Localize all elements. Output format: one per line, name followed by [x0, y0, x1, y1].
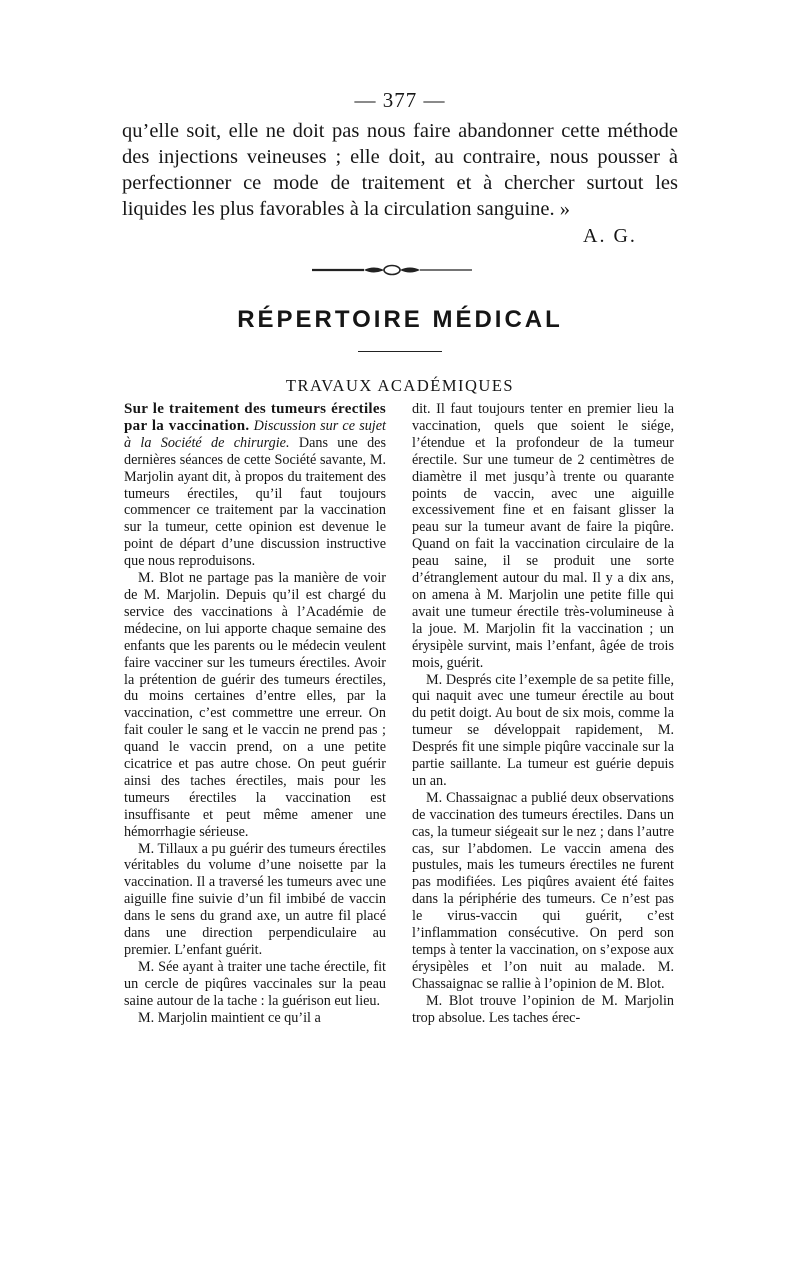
paragraph: Dans une des dernières séances de cette Société savante, M. Marjolin ayant dit, à propos du traitement des tumeurs érectiles, qu’il faut toujours commencer ce traitement par la vaccination sur la tumeur, cette opinion est devenue le point de départ d’une discussion instructive que nous reproduisons. — [124, 434, 387, 570]
paragraph: M. Blot ne partage pas la manière de voir de M. Marjolin. Depuis qu’il est chargé du service des vaccinations à l’Académie de médecine, on lui apporte chaque semaine des enfants que les parents ou le médecin veulent faire vacciner sur les tumeurs érectiles. Avoir la prétention de guérir des tumeurs érectiles, du moins certaines d’entre elles, par la vaccination, c’est commettre une erreur. On fait couler le sang et le vaccin ne prend pas ; quand le vaccin prend, on a une petite cicatrice et pas autre chose. On peut guérir ainsi des taches érectiles, mais pour les tumeurs érectiles la vaccination est insuffisante et peut même amener une hémorrhagie sérieuse. — [124, 570, 386, 840]
article-first-paragraph — [124, 401, 386, 570]
paragraph: M. Després cite l’exemple de sa petite fille, qui naquit avec une tumeur érectile au bout du petit doigt. Au bout de six mois, comme la tumeur se développait rapidement, M. Després fit une simple piqûre vaccinale sur la partie saillante. La tumeur est guérie depuis un an. — [412, 671, 674, 789]
right-column — [412, 401, 674, 1027]
paragraph: dit. Il faut toujours tenter en premier lieu la vaccination, quels que soient le siége, l’étendue et la profondeur de la tumeur érectile. Sur une tumeur de 2 centimètres de diamètre il met jusqu’à trente ou quarante points de vaccin, avec une aiguille excessivement fine et en faisant glisser la peau sur la tumeur avant de faire la piqûre. Quand on fait la vaccination circulaire de la peau saine, il se produit une sorte d’étranglement autour du mal. Il y a dix ans, on amena à M. Marjolin une petite fille qui avait une tumeur érectile très-volumineuse à la joue. M. Marjolin fit la vaccination ; un érysipèle survint, mais l’enfant, âgée de trois mois, guérit. — [412, 401, 674, 671]
article-lead-italic: Discussion sur ce sujet à la Société de chirurgie. — [124, 417, 386, 451]
article-lead: Sur le traitement des tumeurs érectiles par la vaccination. — [124, 401, 386, 434]
paragraph: M. Blot trouve l’opinion de M. Marjolin trop absolue. Les taches érec- — [412, 992, 674, 1026]
left-column — [124, 401, 386, 1027]
section-title: RÉPERTOIRE MÉDICAL — [237, 306, 563, 333]
ornament-divider — [312, 264, 472, 276]
intro-paragraph — [122, 118, 678, 222]
author-signature: A. G. — [583, 225, 637, 247]
paragraph: M. Marjolin maintient ce qu’il a — [138, 1009, 321, 1026]
subsection-title: TRAVAUX ACADÉMIQUES — [285, 376, 515, 395]
paragraph: M. Chassaignac a publié deux observations de vaccination des tumeurs érectiles. Dans un cas, la tumeur siégeait sur le nez ; dans l’autre cas, sur l’abdomen. Le vaccin amena des pustules, mais les tumeurs érectiles ne furent pas modifiées. Les piqûres avaient été faites dans la périphérie des tumeurs. Ce n’est pas le virus-vaccin qui guérit, c’est l’inflammation consécutive. On perd son temps à tenter la vaccination, on s’expose aux érysipèles et l’on nuit au malade. M. Chassaignac se rallie à l’opinion de M. Blot. — [412, 789, 674, 992]
title-rule — [358, 351, 442, 352]
paragraph: M. Tillaux a pu guérir des tumeurs érectiles véritables du volume d’une noisette par la vaccination. Il a traversé les tumeurs avec une aiguille fine suivie d’un fil imbibé de vaccin dans le sens du grand axe, un autre fil placé dans une direction perpendiculaire au premier. L’enfant guérit. — [124, 840, 386, 958]
paragraph: M. Sée ayant à traiter une tache érectile, fit un cercle de piqûres vaccinales sur la peau saine autour de la tache : la guérison eut lieu. — [124, 958, 386, 1009]
intro-text: qu’elle soit, elle ne doit pas nous faire abandonner cette méthode des injections veineuses ; elle doit, au contraire, nous pousser à perfectionner ce mode de traitement et à chercher surtout les liquides les plus favorables à la circulation sanguine. » — [122, 120, 678, 220]
page-number: — 377 — — [354, 88, 446, 112]
